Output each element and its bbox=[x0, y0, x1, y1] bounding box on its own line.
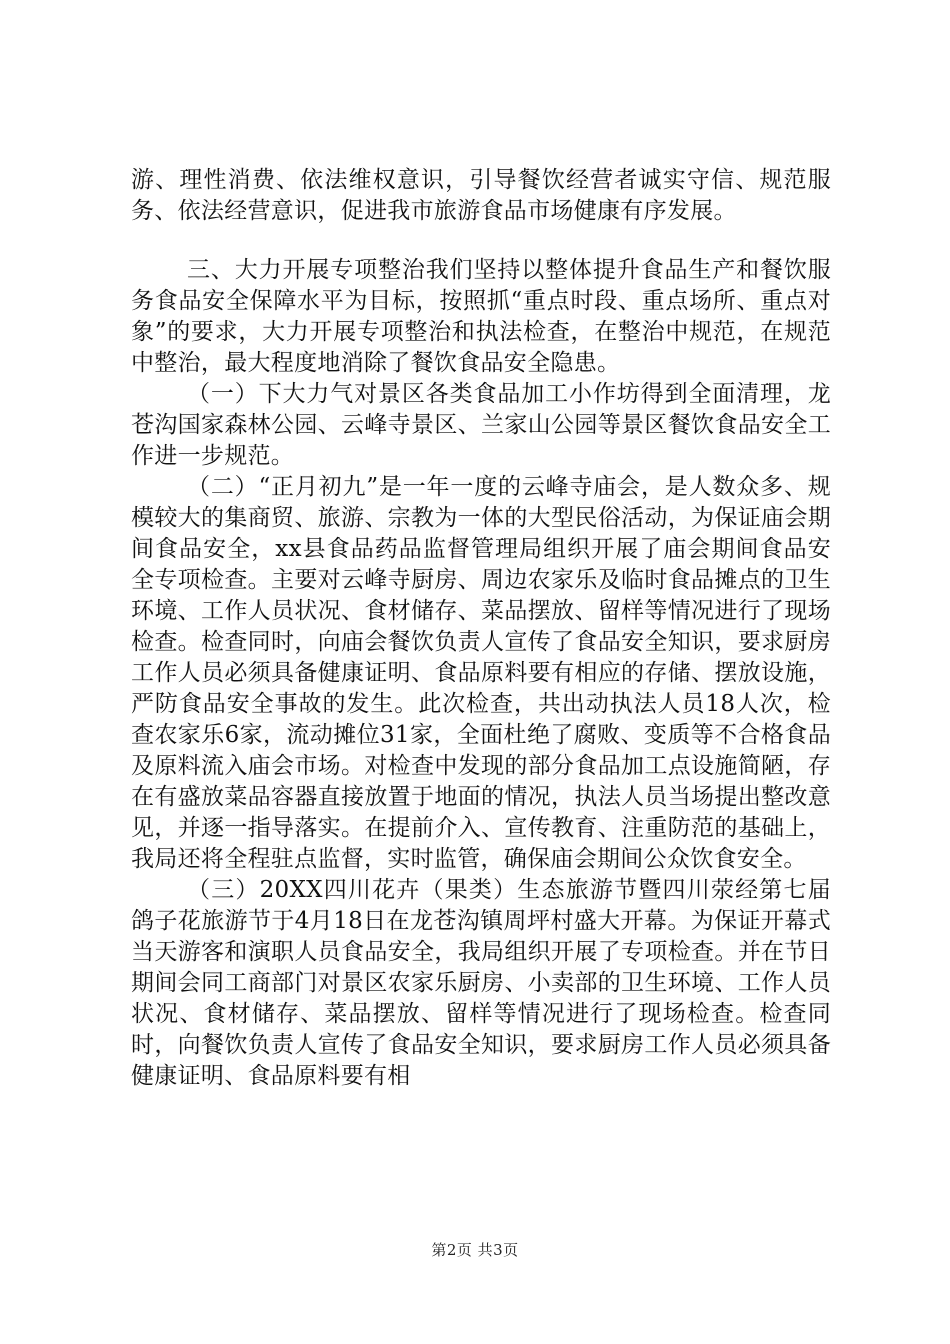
page-footer bbox=[0, 1240, 950, 1260]
page-number: 第2页 共3页 bbox=[431, 1241, 519, 1259]
paragraph-continuation: 游、理性消费、依法维权意识，引导餐饮经营者诚实守信、规范服务、依法经营意识，促进我市旅游食品市场健康有序发展。 bbox=[131, 167, 831, 224]
paragraph-item-three: （三）20XX四川花卉（果类）生态旅游节暨四川荥经第七届鸽子花旅游节于4月18日在龙苍沟镇周坪村盛大开幕。为保证开幕式当天游客和演职人员食品安全，我局组织开展了专项检查。并在节日期间会同工商部门对景区农家乐厨房、小卖部的卫生环境、工作人员状况、食材储存、菜品摆放、留样等情况进行了现场检查。检查同时，向餐饮负责人宣传了食品安全知识，要求厨房工作人员必须具备健康证明、食品原料要有相 bbox=[131, 877, 831, 1089]
paragraph-item-two: （二）“正月初九”是一年一度的云峰寺庙会，是人数众多、规模较大的集商贸、旅游、宗教为一体的大型民俗活动，为保证庙会期间食品安全，xx县食品药品监督管理局组织开展了庙会期间食品安全专项检查。主要对云峰寺厨房、周边农家乐及临时食品摊点的卫生环境、工作人员状况、食材储存、菜品摆放、留样等情况进行了现场检查。检查同时，向庙会餐饮负责人宣传了食品安全知识，要求厨房工作人员必须具备健康证明、食品原料要有相应的存储、摆放设施，严防食品安全事故的发生。此次检查，共出动执法人员18人次，检查农家乐6家，流动摊位31家，全面杜绝了腐败、变质等不合格食品及原料流入庙会市场。对检查中发现的部分食品加工点设施简陋，存在有盛放菜品容器直接放置于地面的情况，执法人员当场提出整改意见，并逐一指导落实。在提前介入、宣传教育、注重防范的基础上，我局还将全程驻点监督，实时监管，确保庙会期间公众饮食安全。 bbox=[131, 474, 831, 872]
paragraph-item-one: （一）下大力气对景区各类食品加工小作坊得到全面清理，龙苍沟国家森林公园、云峰寺景区、兰家山公园等景区餐饮食品安全工作进一步规范。 bbox=[131, 381, 831, 469]
paragraph-section-three: 三、大力开展专项整治我们坚持以整体提升食品生产和餐饮服务食品安全保障水平为目标，按照抓“重点时段、重点场所、重点对象”的要求，大力开展专项整治和执法检查，在整治中规范，在规范中整治，最大程度地消除了餐饮食品安全隐患。 bbox=[131, 257, 831, 376]
document-body bbox=[131, 165, 831, 1092]
